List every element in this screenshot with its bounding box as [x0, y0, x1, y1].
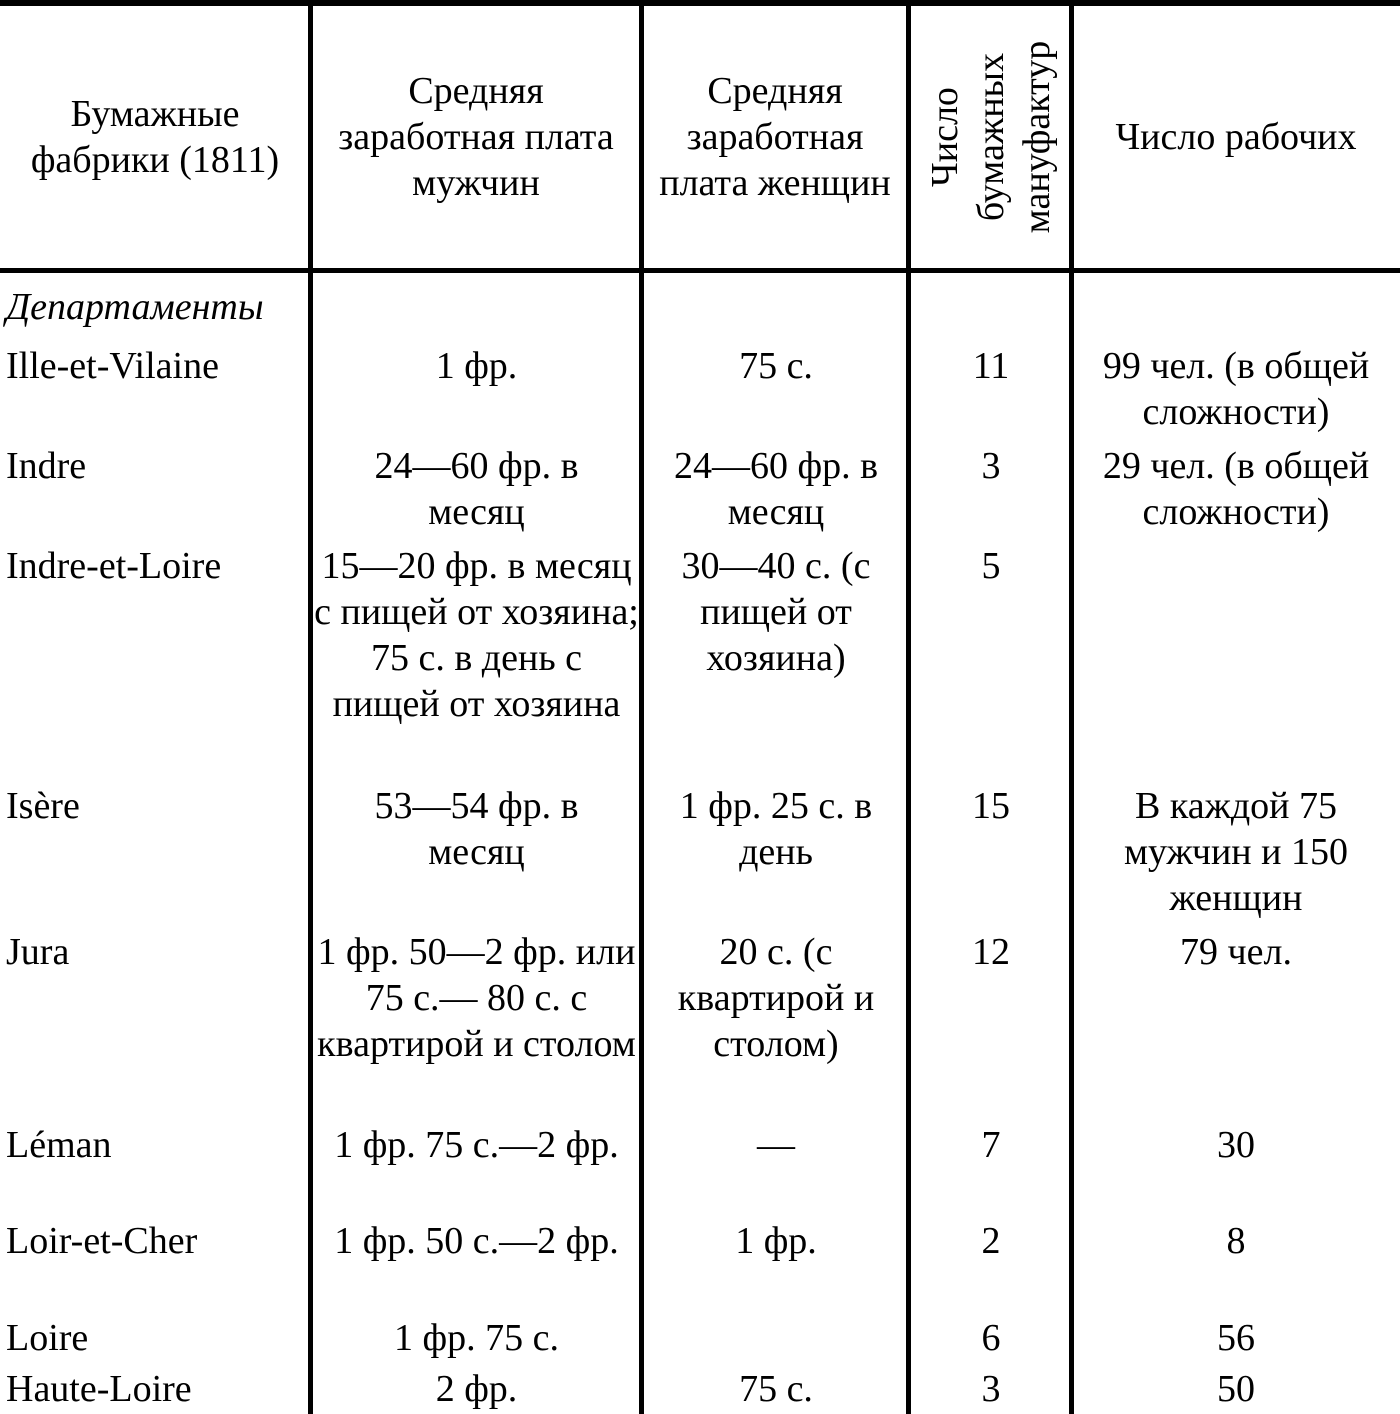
row-count: 5: [981, 545, 1001, 587]
row-men-wage: 1 фр. 75 с.: [394, 1317, 559, 1359]
row-dept: Isère: [6, 785, 80, 827]
row-workers: 29 чел. (в общей сложности): [1102, 445, 1370, 533]
row-workers: 56: [1217, 1317, 1255, 1359]
row-dept: Ille-et-Vilaine: [6, 345, 219, 387]
header-men-wage: [313, 6, 639, 268]
row-men-wage: 1 фр.: [435, 345, 518, 387]
row-women-wage: 1 фр.: [735, 1220, 817, 1262]
row-women-wage: 75 с.: [739, 345, 813, 387]
header-women-wage: [644, 6, 906, 268]
row-dept: Léman: [6, 1124, 112, 1166]
row-women-wage: —: [757, 1124, 795, 1166]
row-men-wage: 1 фр. 50 с.—2 фр.: [334, 1220, 619, 1262]
header-manufactory-count: [912, 6, 1070, 268]
row-women-wage: 20 с. (с квартирой и столом): [677, 931, 875, 1065]
row-dept: Loir-et-Cher: [6, 1220, 198, 1262]
row-men-wage: 2 фр.: [435, 1368, 518, 1410]
row-dept: Indre: [6, 445, 87, 487]
header-men-wage-text: Средняя заработная плата мужчин: [338, 70, 614, 204]
row-count: 7: [981, 1124, 1001, 1166]
header-workers: [1075, 6, 1397, 268]
row-dept: Indre-et-Loire: [6, 545, 222, 587]
row-workers: 50: [1217, 1368, 1255, 1410]
row-workers: 99 чел. (в общей сложности): [1102, 345, 1370, 433]
row-men-wage: 1 фр. 50—2 фр. или 75 с.— 80 с. с квартирой и столом: [317, 931, 636, 1065]
row-dept: Loire: [6, 1317, 89, 1359]
header-women-wage-text: Средняя заработная плата женщин: [659, 70, 891, 204]
row-workers: 30: [1217, 1124, 1255, 1166]
header-factories-text: Бумажные фабрики (1811): [30, 93, 280, 181]
row-count: 3: [981, 445, 1001, 487]
row-women-wage: 1 фр. 25 с. в день: [679, 785, 873, 873]
row-count: 2: [981, 1220, 1001, 1262]
row-dept: Haute-Loire: [6, 1368, 192, 1410]
row-count: 15: [972, 785, 1010, 827]
row-men-wage: 1 фр. 75 с.—2 фр.: [334, 1124, 619, 1166]
row-count: 12: [972, 931, 1010, 973]
row-dept: Jura: [6, 931, 70, 973]
row-women-wage: 75 с.: [739, 1368, 813, 1410]
row-workers: В каждой 75 мужчин и 150 женщин: [1124, 785, 1348, 919]
header-factories: [6, 6, 308, 268]
row-men-wage: 15—20 фр. в месяц с пищей от хозяина; 75 с. в день с пищей от хозяина: [314, 545, 639, 725]
row-count: 3: [981, 1368, 1001, 1410]
row-men-wage: 24—60 фр. в месяц: [374, 445, 579, 533]
row-men-wage: 53—54 фр. в месяц: [374, 785, 579, 873]
header-manufactory-count-text: Число бумажных мануфактур: [924, 40, 1058, 234]
header-bottom-rule: [0, 268, 1400, 273]
header-workers-text: Число рабочих: [1115, 116, 1357, 158]
row-count: 11: [972, 345, 1010, 387]
section-label: Департаменты: [6, 286, 264, 328]
column-divider: [906, 0, 911, 1414]
row-women-wage: 30—40 с. (с пищей от хозяина): [681, 545, 871, 679]
row-workers: 79 чел.: [1180, 931, 1292, 973]
row-count: 6: [981, 1317, 1001, 1359]
row-women-wage: 24—60 фр. в месяц: [673, 445, 879, 533]
row-workers: 8: [1226, 1220, 1246, 1262]
